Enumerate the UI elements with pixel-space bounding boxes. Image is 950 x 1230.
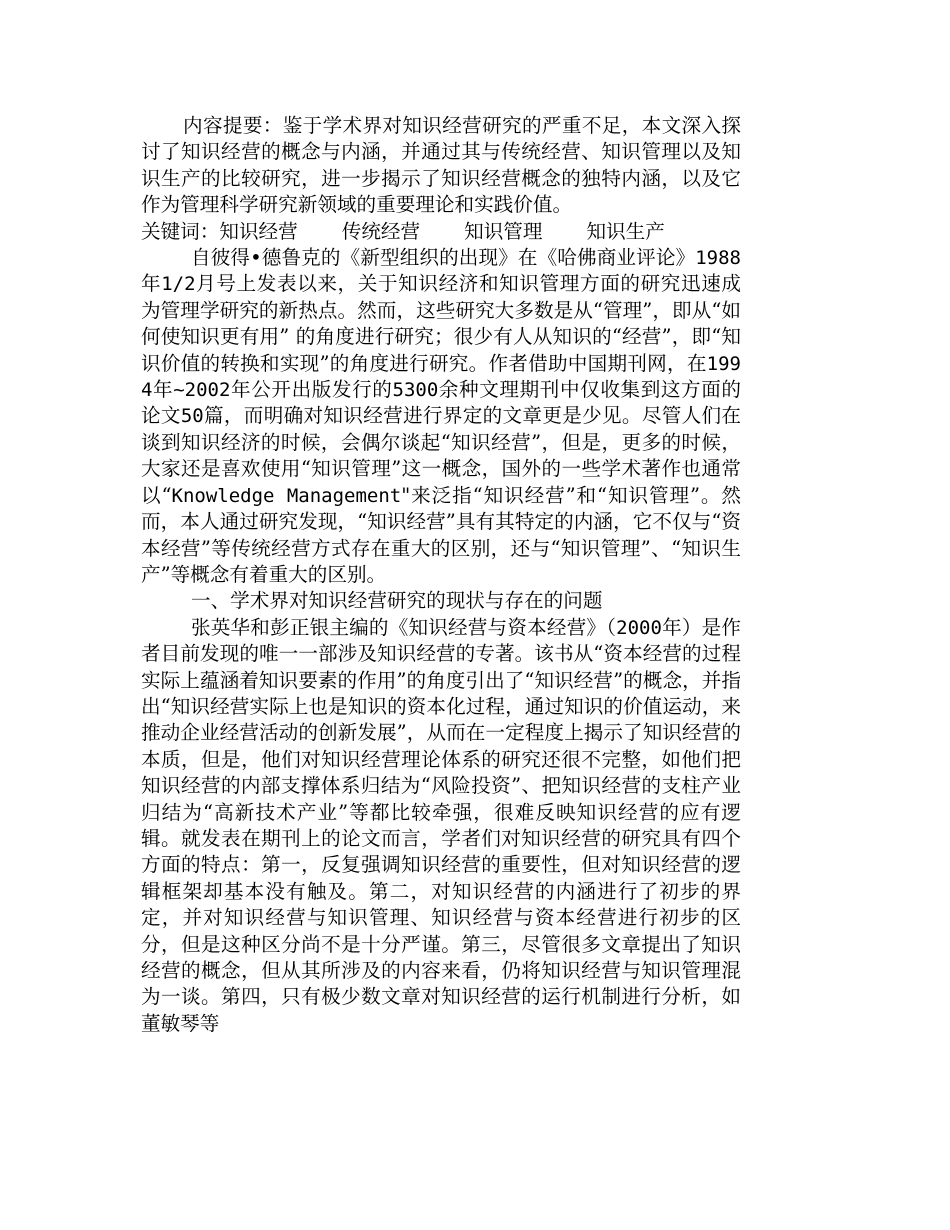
section-heading-text: 一、学术界对知识经营研究的现状与存在的问题 — [191, 589, 603, 613]
keyword-item: 知识经营 — [219, 219, 298, 243]
intro-text: 篇，而明确对知识经营进行界定的文章更是少见。尽管人们在谈到知识经济的时候，会偶尔谈起“知识经营”，但是，更多的时候，大家还是喜欢使用“知识管理”这一概念，国外的一些学术著作也通常以“ — [141, 404, 742, 507]
intro-text: 月号上发表以来，关于知识经济和知识管理方面的研究迅速成为管理学研究的新热点。然而，这些研究大多数是从“管理”，即从“如何使知识更有用” 的角度进行研究；很少有人从知识的“经营”，即“知识价值的转换和实现”的角度进行研究。作者借助中国期刊网，在 — [141, 272, 741, 375]
intro-number: 1988 — [695, 247, 741, 270]
keyword-item: 知识生产 — [586, 219, 665, 243]
intro-number: 1/2 — [161, 273, 196, 296]
intro-text: "来泛指“知识经营”和“知识管理”。然而，本人通过研究发现，“知识经营”具有其特定的内涵，它不仅与“资本经营”等传统经营方式存在重大的区别，还与“知识管理”、“知识生产”等概念有着重大的区别。 — [141, 483, 741, 586]
document-page — [141, 113, 741, 1037]
section-number: 2000 — [616, 616, 662, 639]
intro-number: 50 — [180, 405, 204, 428]
keyword-item: 知识管理 — [464, 219, 543, 243]
section-text: 张英华和彭正银主编的《知识经营与资本经营》（ — [191, 615, 617, 639]
intro-text: 年 — [141, 272, 162, 296]
intro-text: 自彼得•德鲁克的《新型组织的出现》在《哈佛商业评论》 — [191, 246, 696, 270]
intro-text: 年 — [152, 378, 174, 402]
abstract-paragraph — [141, 113, 741, 219]
intro-english-term: Knowledge Management — [171, 484, 402, 507]
intro-number: 1994 — [141, 352, 741, 402]
intro-text: 余种文理期刊中仅收集到这方面的论文 — [141, 378, 742, 428]
section-heading — [141, 588, 741, 614]
keyword-item: 传统经营 — [341, 219, 421, 243]
section-text: 年）是作者目前发现的唯一一部涉及知识经营的专著。该书从“资本经营的过程实际上蕴涵着知识要素的作用”的角度引出了“知识经营”的概念，并指出“知识经营实际上也是知识的资本化过程，通过知识的价值运动，来推动企业经营活动的创新发展”，从而在一定程度上揭示了知识经营的本质，但是，他们对知识经营理论体系的研究还很不完整，如他们把知识经营的内部支撑体系归结为“风险投资”、把知识经营的支柱产业归结为“高新技术产业”等都比较牵强，很难反映知识经营的应有逻辑。就发表在期刊上的论文而言，学者们对知识经营的研究具有四个方面的特点：第一，反复强调知识经营的重要性，但对知识经营的逻辑框架却基本没有触及。第二，对知识经营的内涵进行了初步的界定，并对知识经营与知识管理、知识经营与资本经营进行初步的区分，但是这种区分尚不是十分严谨。第三，尽管很多文章提出了知识经营的概念，但从其所涉及的内容来看，仍将知识经营与知识管理混为一谈。第四，只有极少数文章对知识经营的运行机制进行分析，如董敏琴等 — [141, 615, 742, 1035]
intro-number: ~2002 — [173, 379, 231, 402]
keywords-line — [141, 219, 741, 245]
intro-paragraph — [141, 245, 741, 588]
abstract-text: 内容提要：鉴于学术界对知识经营研究的严重不足，本文深入探讨了知识经营的概念与内涵，并通过其与传统经营、知识管理以及知识生产的比较研究，进一步揭示了知识经营概念的独特内涵，以及它作为管理科学研究新领域的重要理论和实践价值。 — [141, 114, 741, 217]
keywords-label: 关键词： — [141, 219, 220, 243]
section-paragraph — [141, 615, 741, 1038]
intro-text: 年公开出版发行的 — [230, 378, 393, 402]
intro-number: 5300 — [392, 379, 439, 402]
